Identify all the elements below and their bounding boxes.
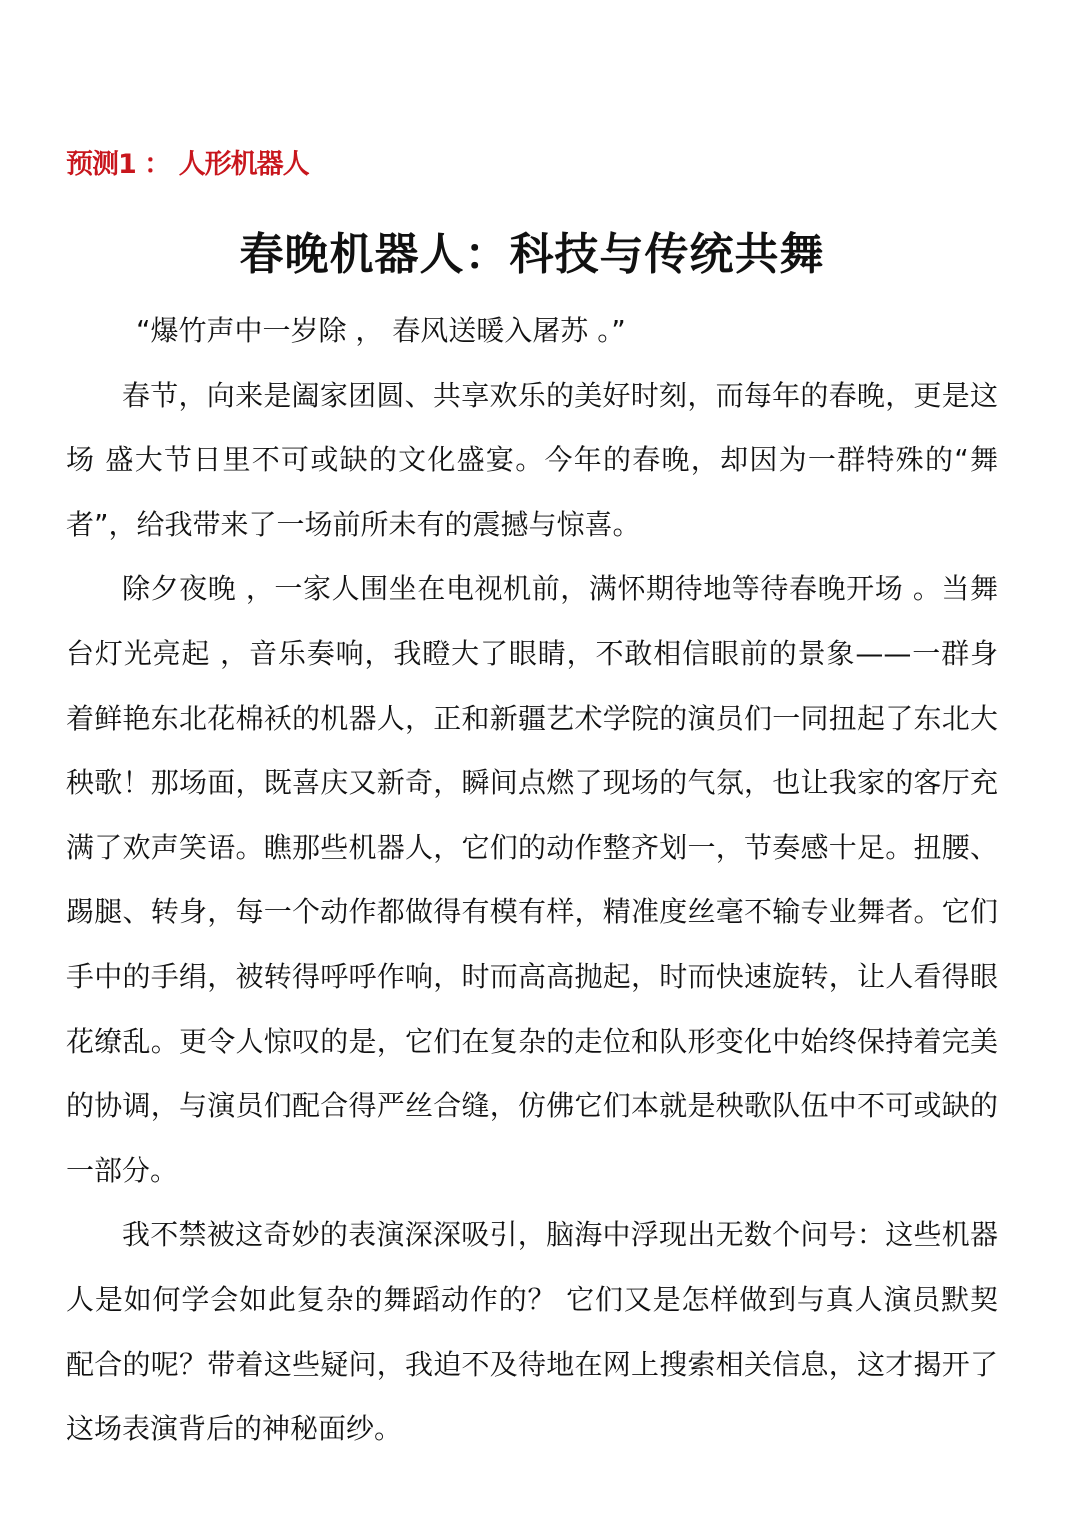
opening-quote: “爆竹声中一岁除 ， 春风送暖入屠苏 。” (136, 314, 626, 347)
section-label: 预测1 ： 人形机器人 (66, 149, 309, 180)
article-body (66, 299, 998, 1462)
article-title: 春晚机器人：科技与传统共舞 (239, 229, 825, 280)
paragraph: 春节，向来是阖家团圆、共享欢乐的美好时刻，而每年的春晚，更是这场 盛大节日里不可或缺的文化盛宴。今年的春晚，却因为一群特殊的“舞者”，给我带来了一场前所未有的震撼与惊喜。 (66, 378, 998, 541)
paragraph: 除夕夜晚 ，一家人围坐在电视机前，满怀期待地等待春晚开场 。当舞台灯光亮起 ，音乐奏响，我瞪大了眼睛，不敢相信眼前的景象——一群身着鲜艳东北花棉袄的机器人，正和新疆艺术学院的演员们一同扭起了东北大秧歌！那场面，既喜庆又新奇，瞬间点燃了现场的气氛，也让我家的客厅充满了欢声笑语。瞧那些机器人，它们的动作整齐划一，节奏感十足。扭腰、踢腿、转身，每一个动作都做得有模有样，精准度丝毫不输专业舞者。它们手中的手绢，被转得呼呼作响，时而高高抛起，时而快速旋转，让人看得眼花缭乱。更令人惊叹的是，它们在复杂的走位和队形变化中始终保持着完美的协调，与演员们配合得严丝合缝，仿佛它们本就是秧歌队伍中不可或缺的一部分。 (66, 572, 998, 1187)
paragraph: 我不禁被这奇妙的表演深深吸引，脑海中浮现出无数个问号：这些机器人是如何学会如此复杂的舞蹈动作的？ 它们又是怎样做到与真人演员默契配合的呢？带着这些疑问，我迫不及待地在网上搜索相关信息，这才揭开了这场表演背后的神秘面纱。 (66, 1218, 998, 1446)
